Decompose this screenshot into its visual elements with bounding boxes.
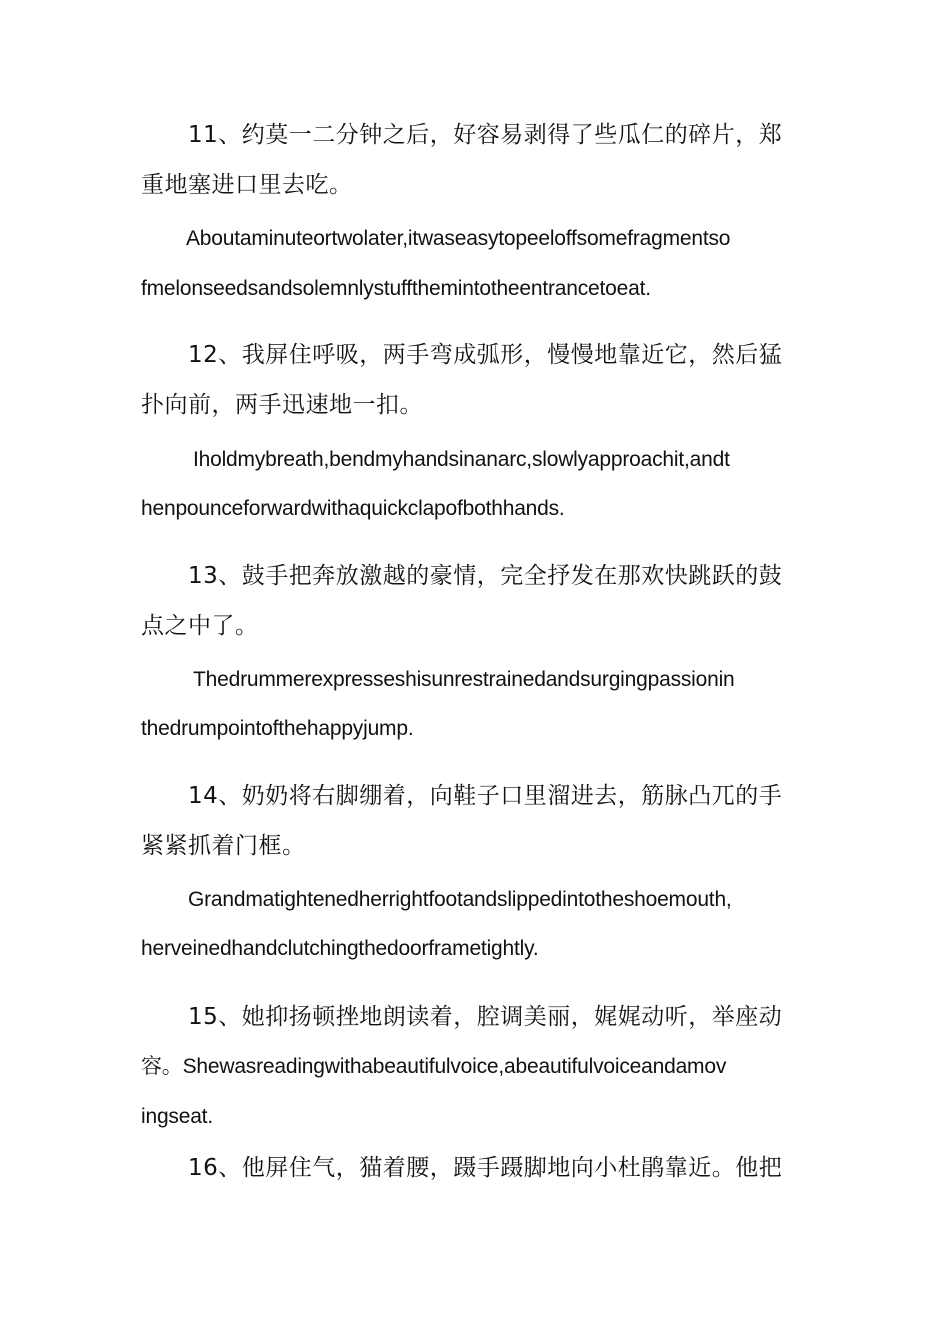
entry-14-english-line-2: herveinedhandclutchingthedoorframetightly. (141, 937, 539, 960)
entry-11-english-line-1: Aboutaminuteortwolater,itwaseasytopeeloffsomefragmentso (186, 227, 731, 250)
entry-12-chinese-line-2: 扑向前，两手迅速地一扣。 (141, 392, 423, 418)
entry-16-chinese-line-1: 16、他屏住气，猫着腰，蹑手蹑脚地向小杜鹃靠近。他把 (188, 1155, 783, 1181)
entry-12-english-line-2: henpounceforwardwithaquickclapofbothhands. (141, 497, 565, 520)
entry-13-chinese-line-2: 点之中了。 (141, 613, 259, 639)
entry-15-mixed-line-2: 容。Shewasreadingwithabeautifulvoice,abeautifulvoiceandamov (141, 1055, 727, 1078)
entry-14-chinese-line-1: 14、奶奶将右脚绷着，向鞋子口里溜进去，筋脉凸兀的手 (188, 783, 783, 809)
entry-12-english-line-1: Iholdmybreath,bendmyhandsinanarc,slowlyapproachit,andt (193, 448, 730, 471)
entry-13-english-line-1: Thedrummerexpresseshisunrestrainedandsurgingpassionin (193, 668, 735, 691)
entry-13-english-line-2: thedrumpointofthehappyjump. (141, 717, 414, 740)
entry-12-chinese-line-1: 12、我屏住呼吸，两手弯成弧形，慢慢地靠近它，然后猛 (188, 342, 783, 368)
entry-14-english-line-1: Grandmatightenedherrightfootandslippedintotheshoemouth, (188, 888, 732, 911)
entry-11-chinese-line-2: 重地塞进口里去吃。 (141, 172, 353, 198)
entry-11-chinese-line-1: 11、约莫一二分钟之后，好容易剥得了些瓜仁的碎片，郑 (188, 122, 783, 148)
entry-14-chinese-line-2: 紧紧抓着门框。 (141, 833, 306, 859)
entry-15-chinese-line-1: 15、她抑扬顿挫地朗读着，腔调美丽，娓娓动听，举座动 (188, 1004, 783, 1030)
entry-15-english-line-3: ingseat. (141, 1105, 213, 1128)
entry-11-english-line-2: fmelonseedsandsolemnlystuffthemintotheentrancetoeat. (141, 277, 651, 300)
entry-13-chinese-line-1: 13、鼓手把奔放激越的豪情，完全抒发在那欢快跳跃的鼓 (188, 563, 783, 589)
